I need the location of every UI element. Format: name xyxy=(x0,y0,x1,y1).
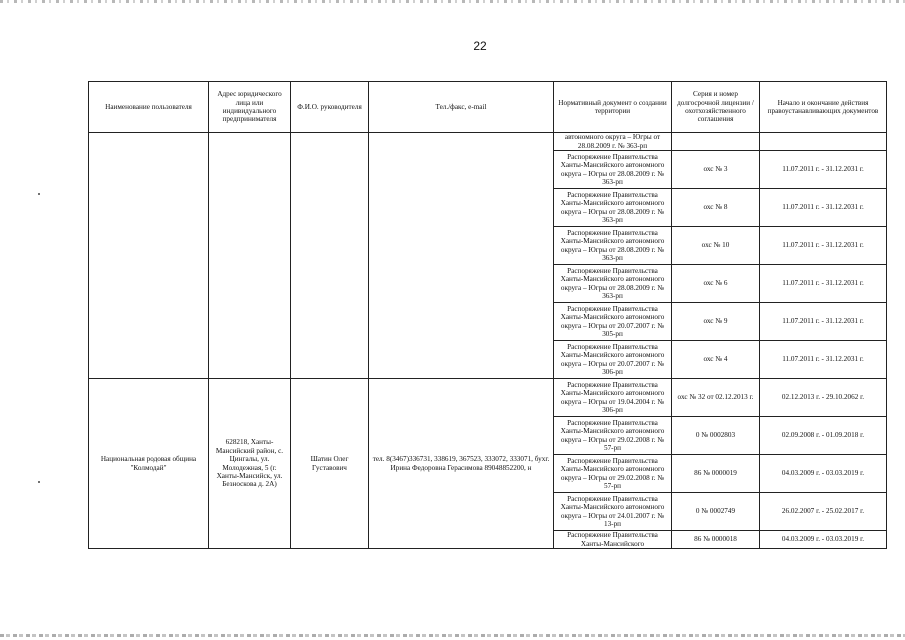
header-contacts: Тел./факс, e-mail xyxy=(369,82,554,133)
license-cell: охс № 9 xyxy=(672,303,760,341)
period-cell: 11.07.2011 г. - 31.12.2031 г. xyxy=(760,265,887,303)
period-cell xyxy=(760,133,887,151)
document-cell: Распоряжение Правительства Ханты-Мансийского автономного округа – Югры от 28.08.2009 г. № 363-рп xyxy=(554,189,672,227)
period-cell: 26.02.2007 г. - 25.02.2017 г. xyxy=(760,493,887,531)
license-cell: охс № 8 xyxy=(672,189,760,227)
header-user: Наименование пользователя xyxy=(89,82,209,133)
license-cell: 0 № 0002803 xyxy=(672,417,760,455)
margin-dot xyxy=(38,481,40,483)
period-cell: 04.03.2009 г. - 03.03.2019 г. xyxy=(760,455,887,493)
table-header xyxy=(89,82,887,133)
period-cell: 02.09.2008 г. - 01.09.2018 г. xyxy=(760,417,887,455)
registry-table xyxy=(88,81,887,549)
period-cell: 11.07.2011 г. - 31.12.2031 г. xyxy=(760,151,887,189)
group1-user-cell xyxy=(89,133,209,379)
document-cell: Распоряжение Правительства Ханты-Мансийского автономного округа – Югры от 19.04.2004 г. № 306-рп xyxy=(554,379,672,417)
period-cell: 11.07.2011 г. - 31.12.2031 г. xyxy=(760,189,887,227)
license-cell xyxy=(672,133,760,151)
license-cell: охс № 10 xyxy=(672,227,760,265)
header-license: Серия и номер долгосрочной лицензии /охотхозяйственного соглашения xyxy=(672,82,760,133)
license-cell: охс № 3 xyxy=(672,151,760,189)
director-cell: Шатин Олег Густавович xyxy=(291,379,369,549)
document-cell: Распоряжение Правительства Ханты-Мансийского автономного округа – Югры от 20.07.2007 г. № 306-рп xyxy=(554,341,672,379)
document-cell: Распоряжение Правительства Ханты-Мансийского автономного округа – Югры от 24.01.2007 г. № 13-рп xyxy=(554,493,672,531)
period-cell: 04.03.2009 г. - 03.03.2019 г. xyxy=(760,531,887,549)
table-row xyxy=(89,133,887,151)
document-cell: Распоряжение Правительства Ханты-Мансийского автономного округа – Югры от 20.07.2007 г. № 305-рп xyxy=(554,303,672,341)
document-cell: Распоряжение Правительства Ханты-Мансийского автономного округа – Югры от 29.02.2008 г. № 57-рп xyxy=(554,455,672,493)
period-cell: 11.07.2011 г. - 31.12.2031 г. xyxy=(760,303,887,341)
period-cell: 02.12.2013 г. - 29.10.2062 г. xyxy=(760,379,887,417)
address-cell: 628218, Ханты-Мансийский район, с. Цингалы, ул. Молодежная, 5 (г. Ханты-Мансийск, ул. Безноскова д. 2А) xyxy=(209,379,291,549)
license-cell: 0 № 0002749 xyxy=(672,493,760,531)
period-cell: 11.07.2011 г. - 31.12.2031 г. xyxy=(760,341,887,379)
header-document: Нормативный документ о создании территории xyxy=(554,82,672,133)
margin-dot xyxy=(38,193,40,195)
group1-director-cell xyxy=(291,133,369,379)
header-period: Начало и окончание действия правоустанавливающих документов xyxy=(760,82,887,133)
license-cell: охс № 32 от 02.12.2013 г. xyxy=(672,379,760,417)
header-director: Ф.И.О. руководителя xyxy=(291,82,369,133)
license-cell: охс № 6 xyxy=(672,265,760,303)
document-cell: Распоряжение Правительства Ханты-Мансийского автономного округа – Югры от 28.08.2009 г. № 363-рп xyxy=(554,227,672,265)
table-row xyxy=(89,379,887,417)
scan-edge-bottom xyxy=(0,634,905,637)
group1-address-cell xyxy=(209,133,291,379)
license-cell: охс № 4 xyxy=(672,341,760,379)
license-cell: 86 № 0000019 xyxy=(672,455,760,493)
document-cell: автономного округа – Югры от 28.08.2009 г. № 363-рп xyxy=(554,133,672,151)
header-address: Адрес юридического лица или индивидуального предпринимателя xyxy=(209,82,291,133)
user-name-cell: Национальная родовая община "Колмодай" xyxy=(89,379,209,549)
document-cell: Распоряжение Правительства Ханты-Мансийского автономного округа – Югры от 28.08.2009 г. № 363-рп xyxy=(554,151,672,189)
scan-edge-top xyxy=(0,0,905,3)
page-number: 22 xyxy=(473,39,487,53)
document-cell: Распоряжение Правительства Ханты-Мансийского автономного округа – Югры от 29.02.2008 г. № 57-рп xyxy=(554,417,672,455)
license-cell: 86 № 0000018 xyxy=(672,531,760,549)
contacts-cell: тел. 8(3467)336731, 338619, 367523, 333072, 333071, бухг. Ирина Федоровна Герасимова 89048852200, н xyxy=(369,379,554,549)
document-cell: Распоряжение Правительства Ханты-Мансийского автономного округа – Югры от 28.08.2009 г. № 363-рп xyxy=(554,265,672,303)
period-cell: 11.07.2011 г. - 31.12.2031 г. xyxy=(760,227,887,265)
group1-contacts-cell xyxy=(369,133,554,379)
document-cell: Распоряжение Правительства Ханты-Мансийского xyxy=(554,531,672,549)
